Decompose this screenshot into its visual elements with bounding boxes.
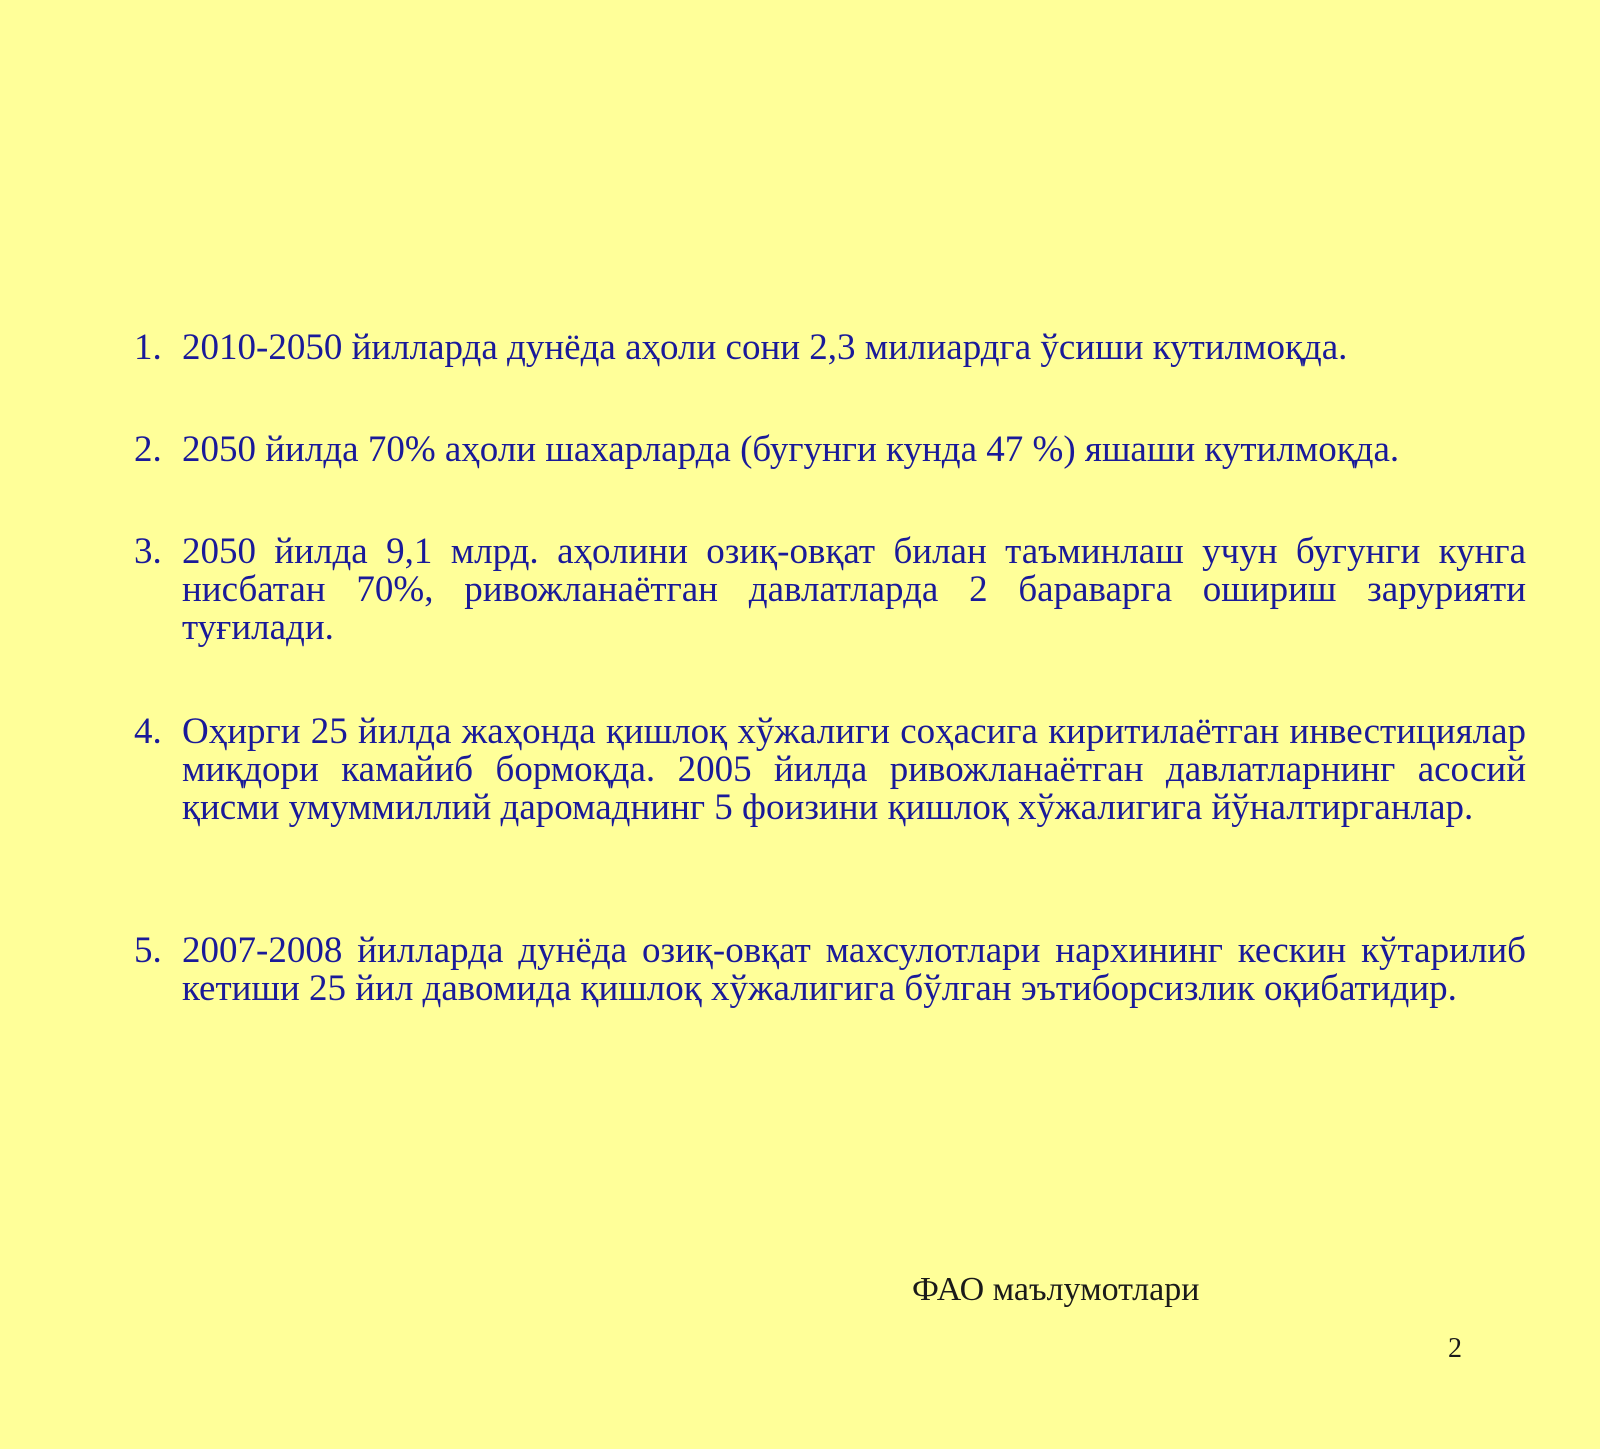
list-item-number: 4. [134, 711, 162, 752]
list-item-number: 1. [134, 327, 162, 368]
list-item-number: 5. [134, 930, 162, 971]
list-item [134, 329, 1526, 367]
list-item-text: 2050 йилда 9,1 млрд. аҳолини озиқ-овқат билан таъминлаш учун бугунги кунга нисбатан 70%, ривожланаётган давлатларда 2 бараварга ошириш зарурияти туғилади. [182, 531, 1526, 648]
list-item-number: 3. [134, 531, 162, 572]
list-item-text: Оҳирги 25 йилда жаҳонда қишлоқ хўжалиги соҳасига киритилаётган инвестициялар миқдори камайиб бормоқда. 2005 йилда ривожланаётган давлатларнинг асосий қисми умуммиллий даромаднинг 5 фоизини қишлоқ хўжалигига йўналтирганлар. [182, 711, 1526, 828]
list-item-number: 2. [134, 429, 162, 470]
list-item [134, 713, 1526, 827]
list-item [134, 533, 1526, 647]
list-item-text: 2010-2050 йилларда дунёда аҳоли сони 2,3 милиардга ўсиши кутилмоқда. [182, 327, 1348, 368]
list-item [134, 932, 1526, 1008]
list-item [134, 431, 1526, 469]
source-caption: ФАО маълумотлари [912, 1271, 1200, 1308]
list-item-text: 2007-2008 йилларда дунёда озиқ-овқат махсулотлари нархининг кескин кўтарилиб кетиши 25 йил давомида қишлоқ хўжалигига бўлган эътиборсизлик оқибатидир. [182, 930, 1526, 1009]
page-number: 2 [1448, 1333, 1462, 1364]
list-item-text: 2050 йилда 70% аҳоли шахарларда (бугунги кунда 47 %) яшаши кутилмоқда. [182, 429, 1400, 470]
